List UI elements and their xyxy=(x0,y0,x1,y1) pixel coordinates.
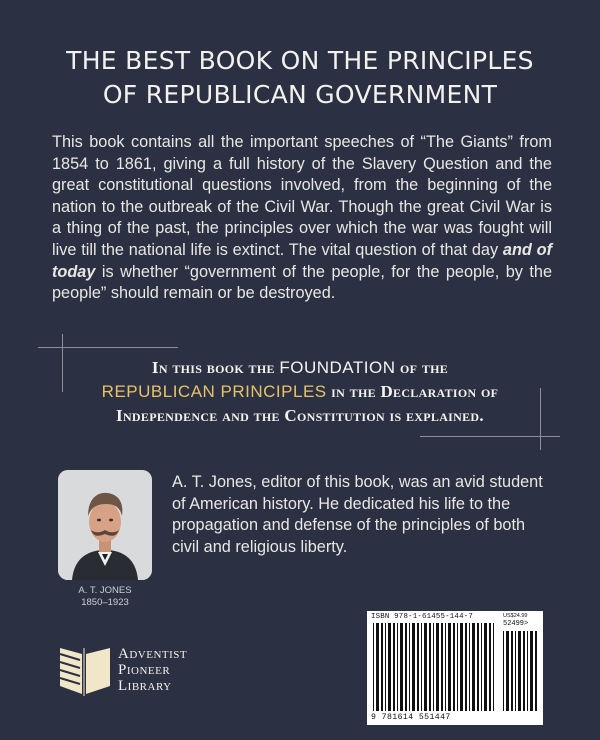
barcode-bar xyxy=(448,623,451,711)
barcode-bar xyxy=(453,623,455,711)
isbn-text: ISBN 978-1-61455-144-7 xyxy=(371,613,473,621)
barcode-bar xyxy=(527,631,528,711)
description-emphasis: and of today xyxy=(52,240,552,281)
barcode-bar xyxy=(381,623,383,711)
barcode-bar xyxy=(436,623,439,711)
callout-republican-principles: REPUBLICAN PRINCIPLES xyxy=(101,382,327,401)
publisher-logo xyxy=(58,640,208,700)
callout-text: in the Declaration of xyxy=(326,382,499,401)
callout-foundation: FOUNDATION xyxy=(279,358,396,377)
barcode-bar xyxy=(506,631,509,711)
barcode-bar xyxy=(472,623,475,711)
barcode-bar xyxy=(489,623,491,711)
author-bio: A. T. Jones, editor of this book, was an avid student of American history. He dedicated his life to the propagation and defense of the principles of both civil and religious liberty. xyxy=(172,473,543,556)
barcode-bar xyxy=(385,623,386,711)
book-description xyxy=(52,132,552,305)
frame-line-top xyxy=(38,347,178,348)
barcode-bar xyxy=(417,623,419,711)
portrait-caption xyxy=(48,585,162,609)
barcode-bar xyxy=(433,623,434,711)
barcode-bar xyxy=(469,623,470,711)
barcode-bar xyxy=(460,623,463,711)
isbn-barcode xyxy=(367,611,543,725)
barcode-bar xyxy=(511,631,513,711)
headline-line-1: THE BEST BOOK ON THE PRINCIPLES xyxy=(66,46,534,75)
barcode-bar xyxy=(400,623,403,711)
author-portrait xyxy=(58,470,152,580)
publisher-name xyxy=(118,646,187,694)
barcode-bar xyxy=(457,623,458,711)
barcode-bar xyxy=(481,623,482,711)
price-text: US$24.99 xyxy=(503,613,528,619)
description-part-1: This book contains all the important speeches of “The Giants” from 1854 to 1861, giving a full history of the Slavery Question and the great constitutional questions involved, from the beginning of the nation to the outbreak of the Civil War. Though the great Civil War is a thing of the past, the principles over which the war was fought will live till the national life is extinct. The vital question of that day xyxy=(52,133,552,259)
barcode-bar xyxy=(421,623,422,711)
barcode-number: 9 781614 551447 xyxy=(371,713,451,722)
callout-line-1 xyxy=(60,356,540,380)
barcode-bar xyxy=(493,623,494,711)
barcode-bar xyxy=(515,631,516,711)
barcode-bar xyxy=(424,623,427,711)
barcode-bar xyxy=(465,623,467,711)
barcode-bar xyxy=(477,623,479,711)
barcode-bar xyxy=(484,623,487,711)
barcode-bars xyxy=(367,611,543,725)
addon-code: 52499> xyxy=(503,620,529,628)
barcode-bar xyxy=(376,623,379,711)
description-part-2: is whether “government of the people, for the people, by the people” should remain or be destroyed. xyxy=(52,262,552,303)
barcode-bar xyxy=(441,623,443,711)
frame-line-right xyxy=(540,388,541,450)
author-name: A. T. JONES xyxy=(78,585,132,596)
barcode-bar xyxy=(518,631,521,711)
author-years: 1850–1923 xyxy=(81,597,129,608)
frame-line-bottom xyxy=(420,436,560,437)
callout-line-2 xyxy=(60,380,540,404)
barcode-bar xyxy=(373,623,374,711)
barcode-bar xyxy=(393,623,395,711)
headline-line-2: OF REPUBLICAN GOVERNMENT xyxy=(102,80,498,109)
barcode-bar xyxy=(445,623,446,711)
barcode-bar xyxy=(503,631,504,711)
barcode-bar xyxy=(412,623,415,711)
barcode-bar xyxy=(397,623,398,711)
barcode-bar xyxy=(523,631,525,711)
barcode-bar xyxy=(409,623,410,711)
callout-text: of the xyxy=(395,358,449,377)
barcode-bar xyxy=(429,623,431,711)
callout-line-3: Independence and the Constitution is explained. xyxy=(116,406,484,425)
headline xyxy=(40,44,560,112)
publisher-line-2: Pioneer xyxy=(118,662,171,678)
barcode-bar xyxy=(535,631,537,711)
barcode-bar xyxy=(388,623,391,711)
book-icon xyxy=(58,640,114,700)
publisher-line-1: Adventist xyxy=(118,646,188,662)
barcode-bar xyxy=(530,631,533,711)
author-portrait-image xyxy=(58,470,152,580)
callout-statement xyxy=(60,356,540,428)
callout-text: In this book the xyxy=(151,358,280,377)
publisher-line-3: Library xyxy=(118,678,172,694)
barcode-bar xyxy=(405,623,407,711)
